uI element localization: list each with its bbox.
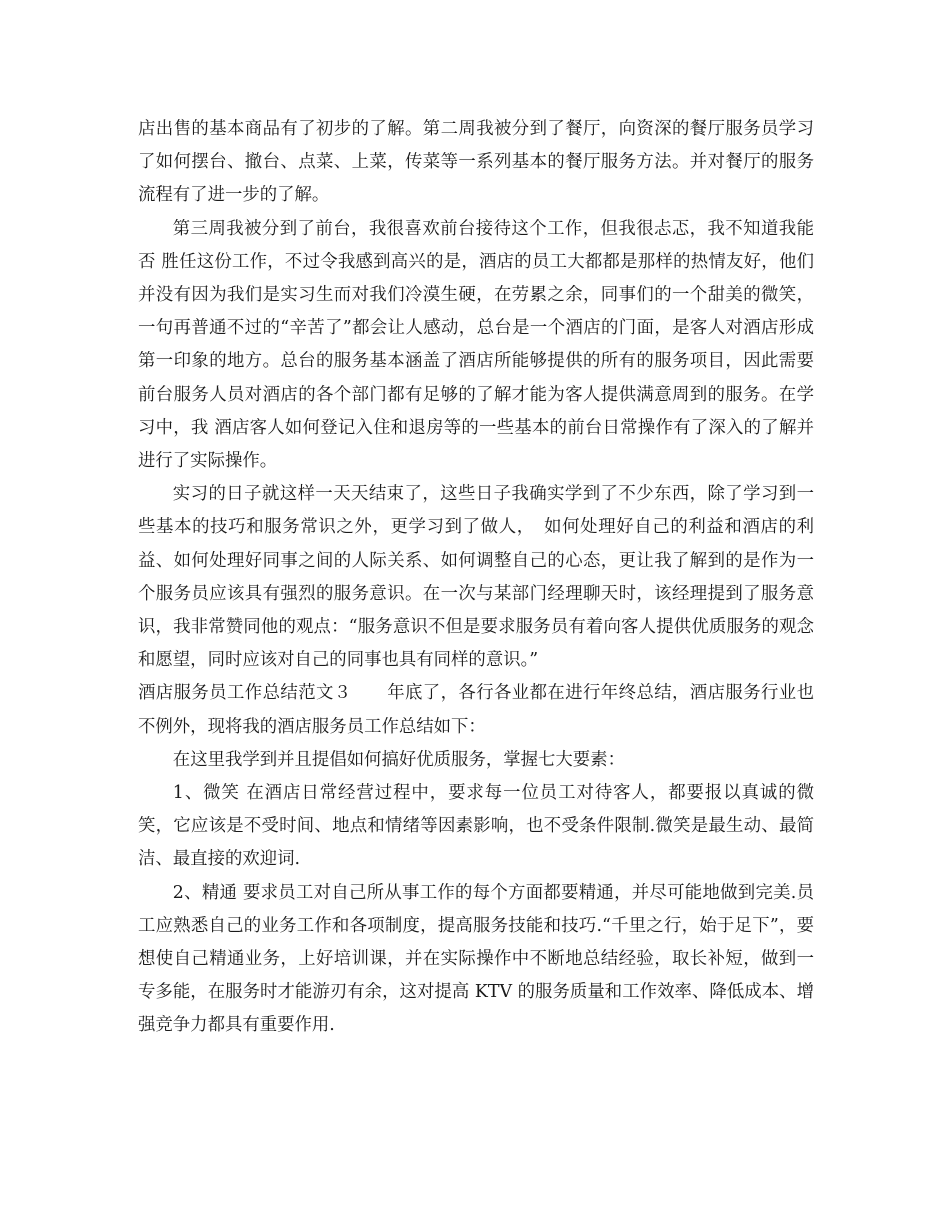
paragraph-7: 2、精通 要求员工对自己所从事工作的每个方面都要精通，并尽可能地做到完美.员工应熟悉自己的业务工作和各项制度，提高服务技能和技巧.“千里之行，始于足下”，要想使自己精通业务，上好培训课，并在实际操作中不断地总结经验，取长补短，做到一专多能，在服务时才能游刃有余，这对提高 KTV 的服务质量和工作效率、降低成本、增强竞争力都具有重要作用. (138, 882, 814, 1036)
document-body (138, 113, 814, 1043)
paragraph-5: 在这里我学到并且提倡如何搞好优质服务，掌握七大要素： (172, 749, 625, 770)
paragraph-1: 店出售的基本商品有了初步的了解。第二周我被分到了餐厅，向资深的餐厅服务员学习了如何摆台、撤台、点菜、上菜，传菜等一系列基本的餐厅服务方法。并对餐厅的服务流程有了进一步的了解。 (138, 119, 814, 206)
paragraph-6: 1、微笑 在酒店日常经营过程中，要求每一位员工对待客人，都要报以真诚的微笑，它应该是不受时间、地点和情绪等因素影响，也不受条件限制.微笑是最生动、最简洁、最直接的欢迎词. (138, 783, 814, 870)
paragraph-3: 实习的日子就这样一天天结束了，这些日子我确实学到了不少东西，除了学习到一些基本的技巧和服务常识之外，更学习到了做人， 如何处理好自己的利益和酒店的利益、如何处理好同事之间的人际关系、如何调整自己的心态，更让我了解到的是作为一个服务员应该具有强烈的服务意识。在一次与某部门经理聊天时，该经理提到了服务意识，我非常赞同他的观点：“服务意识不但是要求服务员有着向客人提供优质服务的观念和愿望，同时应该对自己的同事也具有同样的意识。” (138, 484, 814, 671)
paragraph-4: 酒店服务员工作总结范文３ 年底了，各行各业都在进行年终总结，酒店服务行业也不例外，现将我的酒店服务员工作总结如下： (138, 683, 814, 737)
paragraph-2: 第三周我被分到了前台，我很喜欢前台接待这个工作，但我很忐忑，我不知道我能否 胜任这份工作，不过令我感到高兴的是，酒店的员工大都都是那样的热情友好，他们并没有因为我们是实习生而对我们冷漠生硬，在劳累之余，同事们的一个甜美的微笑，一句再普通不过的“辛苦了”都会让人感动，总台是一个酒店的门面，是客人对酒店形成第一印象的地方。总台的服务基本涵盖了酒店所能够提供的所有的服务项目，因此需要前台服务人员对酒店的各个部门都有足够的了解才能为客人提供满意周到的服务。在学习中，我 酒店客人如何登记入住和退房等的一些基本的前台日常操作有了深入的了解并进行了实际操作。 (138, 218, 814, 472)
